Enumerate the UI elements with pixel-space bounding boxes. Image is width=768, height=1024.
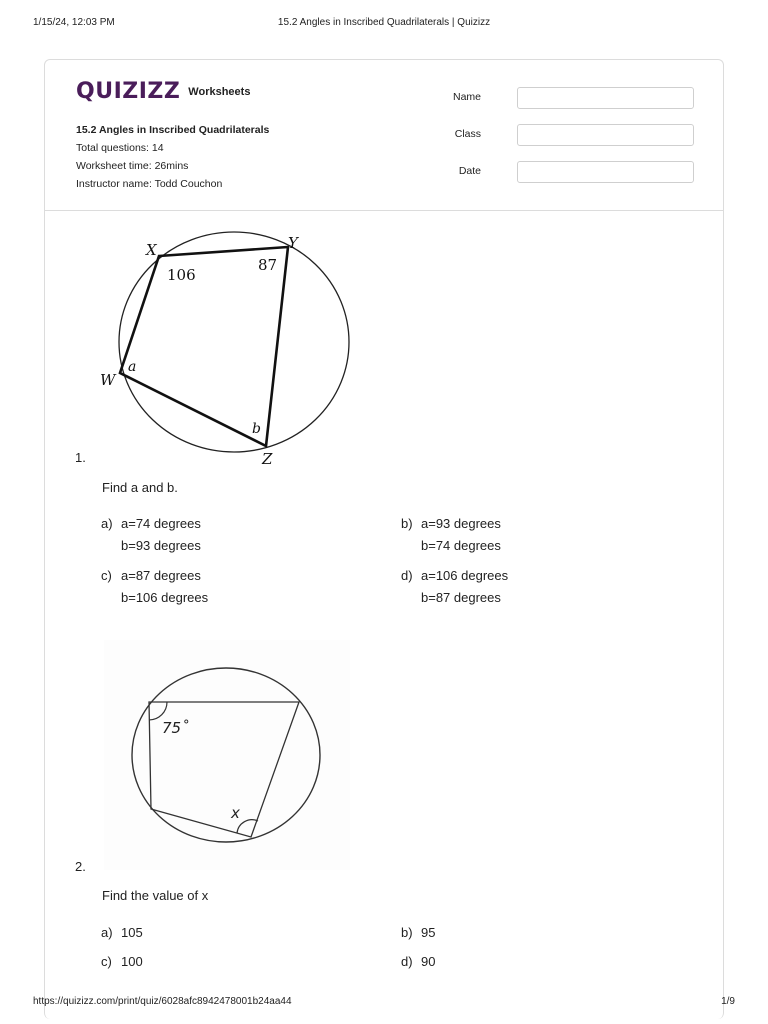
- worksheet-title: 15.2 Angles in Inscribed Quadrilaterals: [76, 124, 270, 136]
- worksheet-time: Worksheet time: 26mins: [76, 160, 189, 172]
- total-questions: Total questions: 14: [76, 142, 164, 154]
- print-page-title: 15.2 Angles in Inscribed Quadrilaterals | Quizizz: [277, 17, 491, 28]
- brand: [76, 80, 250, 104]
- logo-subtitle: Worksheets: [188, 86, 251, 98]
- question-1-figure: [96, 228, 356, 468]
- option-line-1: 100: [121, 954, 143, 969]
- q1-option-b[interactable]: [401, 513, 501, 557]
- name-label: Name: [452, 91, 481, 103]
- angle-x-label: x: [231, 804, 240, 822]
- angle-b-label: b: [252, 421, 261, 437]
- print-datetime: 1/15/24, 12:03 PM: [33, 17, 115, 28]
- option-letter: b): [401, 516, 413, 531]
- angle-75-label: 75˚: [162, 719, 189, 737]
- date-label: Date: [458, 165, 481, 177]
- name-input[interactable]: [517, 87, 694, 109]
- question-2-figure: [104, 640, 350, 870]
- worksheet-meta: [76, 121, 269, 193]
- q2-option-d[interactable]: [401, 951, 435, 973]
- angle-a-label: a: [128, 359, 137, 375]
- question-2-number: 2.: [75, 859, 86, 874]
- option-line-2: b=106 degrees: [121, 590, 209, 605]
- option-line-1: a=87 degrees: [121, 568, 201, 583]
- q2-option-a[interactable]: [101, 922, 143, 944]
- date-field: [458, 161, 693, 183]
- option-line-1: a=74 degrees: [121, 516, 201, 531]
- option-line-1: 90: [421, 954, 436, 969]
- vertex-z-label: Z: [262, 450, 273, 468]
- quizizz-logo: QUIZIZZ: [76, 79, 181, 104]
- option-letter: b): [401, 925, 413, 940]
- angle-y-value: 87: [258, 256, 278, 274]
- figure-background: [104, 640, 350, 870]
- vertex-y-label: Y: [288, 234, 298, 252]
- name-field: [452, 87, 693, 109]
- vertex-w-label: W: [100, 371, 116, 389]
- date-input[interactable]: [517, 161, 694, 183]
- q2-option-b[interactable]: [401, 922, 435, 944]
- worksheet-header: [45, 60, 723, 211]
- option-letter: a): [101, 516, 113, 531]
- option-letter: c): [101, 954, 112, 969]
- option-letter: d): [401, 568, 413, 583]
- instructor-name: Instructor name: Todd Couchon: [76, 178, 223, 190]
- circle: [119, 232, 349, 452]
- option-line-2: b=74 degrees: [421, 538, 501, 553]
- option-line-1: 105: [121, 925, 143, 940]
- q1-option-d[interactable]: [401, 565, 508, 609]
- option-line-2: b=93 degrees: [121, 538, 201, 553]
- option-line-1: a=93 degrees: [421, 516, 501, 531]
- option-line-2: b=87 degrees: [421, 590, 501, 605]
- class-field: [454, 124, 693, 146]
- q1-option-c[interactable]: [101, 565, 208, 609]
- question-1-prompt: Find a and b.: [102, 480, 178, 495]
- angle-x-value: 106: [167, 266, 196, 284]
- class-input[interactable]: [517, 124, 694, 146]
- option-line-1: a=106 degrees: [421, 568, 509, 583]
- option-line-1: 95: [421, 925, 436, 940]
- print-url: https://quizizz.com/print/quiz/6028afc8942478001b24aa44: [33, 996, 292, 1007]
- question-1-number: 1.: [75, 450, 86, 465]
- q2-option-c[interactable]: [101, 951, 143, 973]
- vertex-x-label: X: [146, 241, 157, 259]
- print-page-number: 1/9: [721, 996, 735, 1007]
- option-letter: c): [101, 568, 112, 583]
- question-2-prompt: Find the value of x: [102, 888, 209, 903]
- option-letter: a): [101, 925, 113, 940]
- quadrilateral: [120, 247, 288, 446]
- option-letter: d): [401, 954, 413, 969]
- class-label: Class: [454, 128, 481, 140]
- q1-option-a[interactable]: [101, 513, 201, 557]
